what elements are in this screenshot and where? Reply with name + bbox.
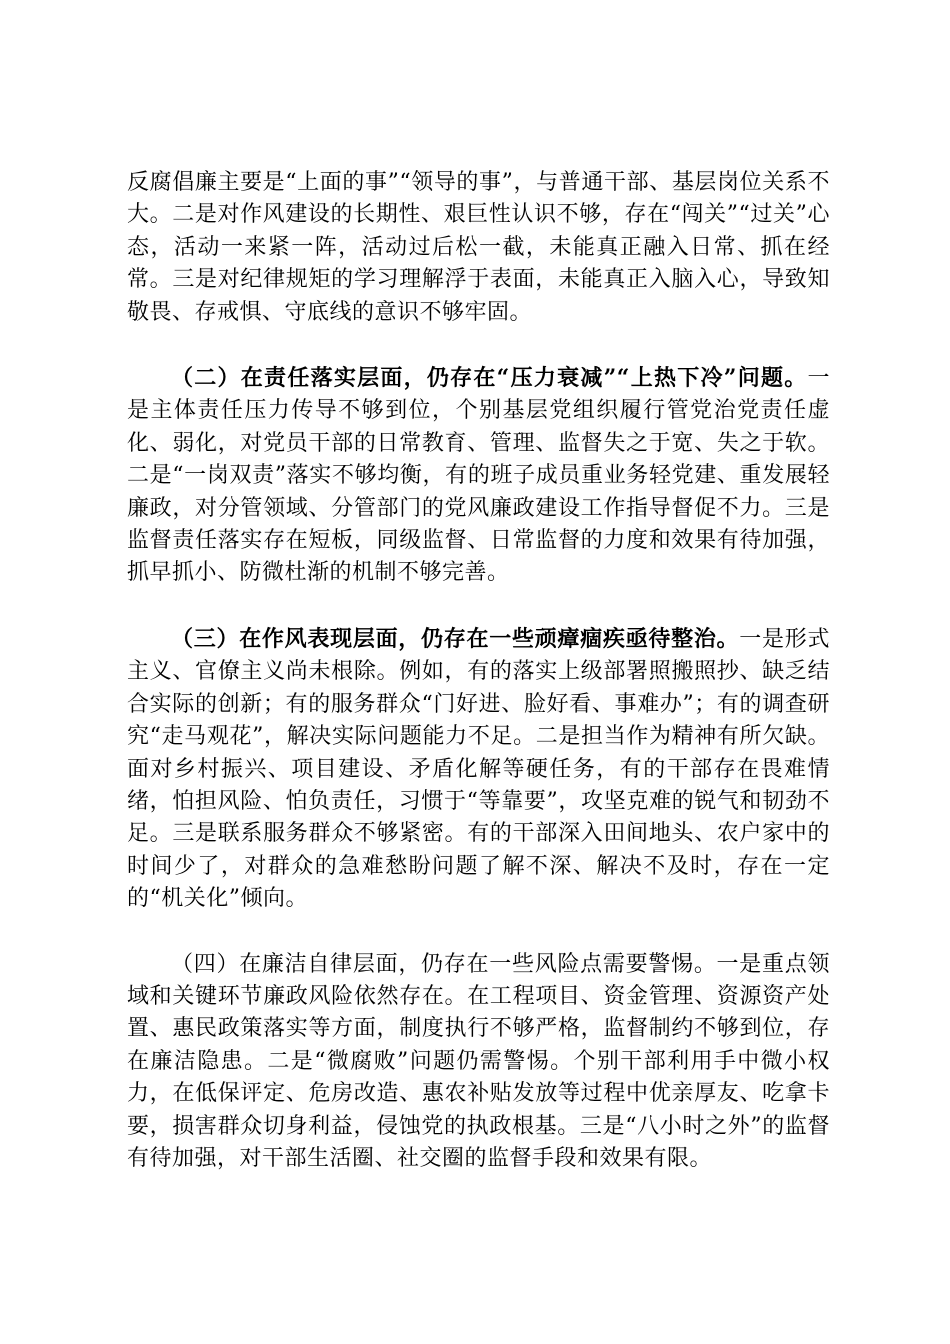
paragraph-gap	[127, 329, 830, 362]
paragraph-text: 反腐倡廉主要是“上面的事”“领导的事”，与普通干部、基层岗位关系不大。二是对作风建设的长期性、艰巨性认识不够，存在“闯关”“过关”心态，活动一来紧一阵，活动过后松一截，未能真正融入日常、抓在经常。三是对纪律规矩的学习理解浮于表面，未能真正入脑入心，导致知敬畏、存戒惧、守底线的意识不够牢固。	[127, 170, 830, 325]
paragraph-text: （四）在廉洁自律层面，仍存在一些风险点需要警惕。一是重点领域和关键环节廉政风险依然存在。在工程项目、资金管理、资源资产处置、惠民政策落实等方面，制度执行不够严格，监督制约不够到位，存在廉洁隐患。二是“微腐败”问题仍需警惕。个别干部利用手中微小权力，在低保评定、危房改造、惠农补贴发放等过程中优亲厚友、吃拿卡要，损害群众切身利益，侵蚀党的执政根基。三是“八小时之外”的监督有待加强，对干部生活圈、社交圈的监督手段和效果有限。	[127, 951, 830, 1171]
paragraph-continuation	[127, 167, 830, 329]
paragraph-heading: （二）在责任落实层面，仍存在“压力衰减”“上热下冷”问题。	[171, 365, 808, 392]
paragraph-heading: （三）在作风表现层面，仍存在一些顽瘴痼疾亟待整治。	[171, 625, 740, 652]
paragraph-responsibility	[127, 362, 830, 590]
paragraph-gap	[127, 916, 830, 949]
document-body	[127, 167, 830, 1175]
paragraph-gap	[127, 590, 830, 623]
paragraph-text: 一是主体责任压力传导不够到位，个别基层党组织履行管党治党责任虚化、弱化，对党员干部的日常教育、管理、监督失之于宽、失之于软。二是“一岗双责”落实不够均衡，有的班子成员重业务轻党建、重发展轻廉政，对分管领域、分管部门的党风廉政建设工作指导督促不力。三是监督责任落实存在短板，同级监督、日常监督的力度和效果有待加强，抓早抓小、防微杜渐的机制不够完善。	[127, 366, 830, 586]
paragraph-work-style	[127, 623, 830, 916]
paragraph-integrity	[127, 949, 830, 1176]
paragraph-text: 一是形式主义、官僚主义尚未根除。例如，有的落实上级部署照搬照抄、缺乏结合实际的创新；有的服务群众“门好进、脸好看、事难办”；有的调查研究“走马观花”，解决实际问题能力不足。二是担当作为精神有所欠缺。面对乡村振兴、项目建设、矛盾化解等硬任务，有的干部存在畏难情绪，怕担风险、怕负责任，习惯于“等靠要”，攻坚克难的锐气和韧劲不足。三是联系服务群众不够紧密。有的干部深入田间地头、农户家中的时间少了，对群众的急难愁盼问题了解不深、解决不及时，存在一定的“机关化”倾向。	[127, 626, 830, 912]
